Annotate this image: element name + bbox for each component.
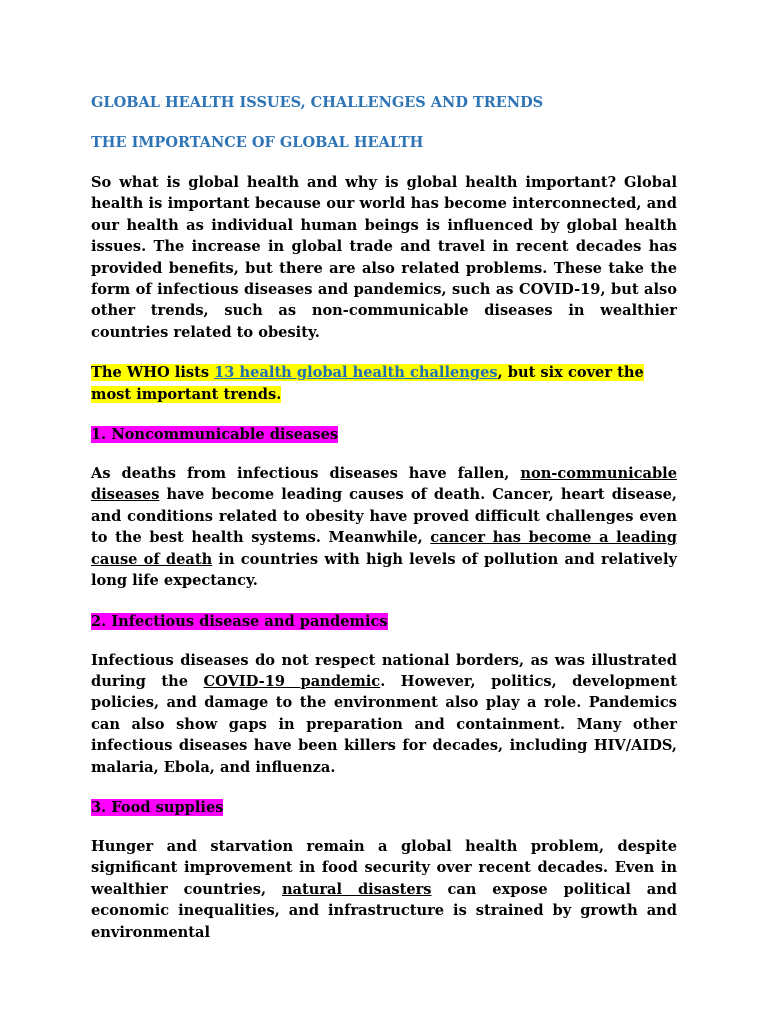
- text-run: . However, politics, development policies, and damage to the environment also play a role. Pandemics can also show gaps in preparation and containment. Many other infectious diseases have been killers for decades, including HIV/AIDS, malaria, Ebola, and influenza.: [91, 672, 677, 776]
- covid-19-pandemic-link[interactable]: COVID-19 pandemic: [203, 672, 381, 690]
- text-run: have become leading causes of death. Cancer, heart disease, and conditions related to obesity have proved difficult challenges even to the best health systems. Meanwhile,: [91, 486, 677, 547]
- section-heading-importance: THE IMPORTANCE OF GLOBAL HEALTH: [91, 134, 424, 151]
- section-title-highlight: 2. Infectious disease and pandemics: [91, 612, 388, 630]
- who-paragraph: [91, 362, 677, 405]
- document-content: [91, 92, 677, 962]
- text-run: Infectious diseases do not respect national borders, as was illustrated during the: [91, 651, 677, 690]
- who-text-after: , but six cover the most important trends.: [91, 364, 644, 403]
- text-run: Hunger and starvation remain a global health problem, despite significant improvement in food security over recent decades. Even in wealthier countries,: [91, 837, 677, 898]
- section-title-highlight: 1. Noncommunicable diseases: [91, 426, 339, 444]
- section-title-noncommunicable: [91, 424, 677, 445]
- section-title-infectious: [91, 611, 677, 632]
- food-supplies-paragraph: [91, 836, 677, 943]
- intro-paragraph: So what is global health and why is global health important? Global health is important because our world has become interconnected, and our health as individual human beings is influenced by global health issues. The increase in global trade and travel in recent decades has provided benefits, but there are also related problems. These take the form of infectious diseases and pandemics, such as COVID-19, but also other trends, such as non-communicable diseases in wealthier countries related to obesity.: [91, 174, 677, 341]
- document-title: GLOBAL HEALTH ISSUES, CHALLENGES AND TRENDS: [91, 94, 544, 111]
- text-run: in countries with high levels of pollution and relatively long life expectancy.: [91, 550, 677, 590]
- natural-disasters-link[interactable]: natural disasters: [281, 880, 432, 898]
- who-highlight: [91, 364, 644, 402]
- section-title-food-supplies: [91, 797, 677, 818]
- section-title-highlight: 3. Food supplies: [91, 798, 224, 816]
- non-communicable-diseases-link[interactable]: non-communicable diseases: [91, 465, 677, 504]
- text-run: As deaths from infectious diseases have fallen,: [91, 465, 521, 483]
- who-challenges-link[interactable]: 13 health global health challenges: [214, 364, 498, 382]
- cancer-leading-cause-link[interactable]: cancer has become a leading cause of death: [91, 529, 677, 568]
- text-run: can expose political and economic inequalities, and infrastructure is strained by growth and environmental: [91, 880, 678, 941]
- infectious-paragraph: [91, 650, 677, 778]
- who-text-before: The WHO lists: [91, 364, 215, 382]
- noncommunicable-paragraph: [91, 463, 677, 591]
